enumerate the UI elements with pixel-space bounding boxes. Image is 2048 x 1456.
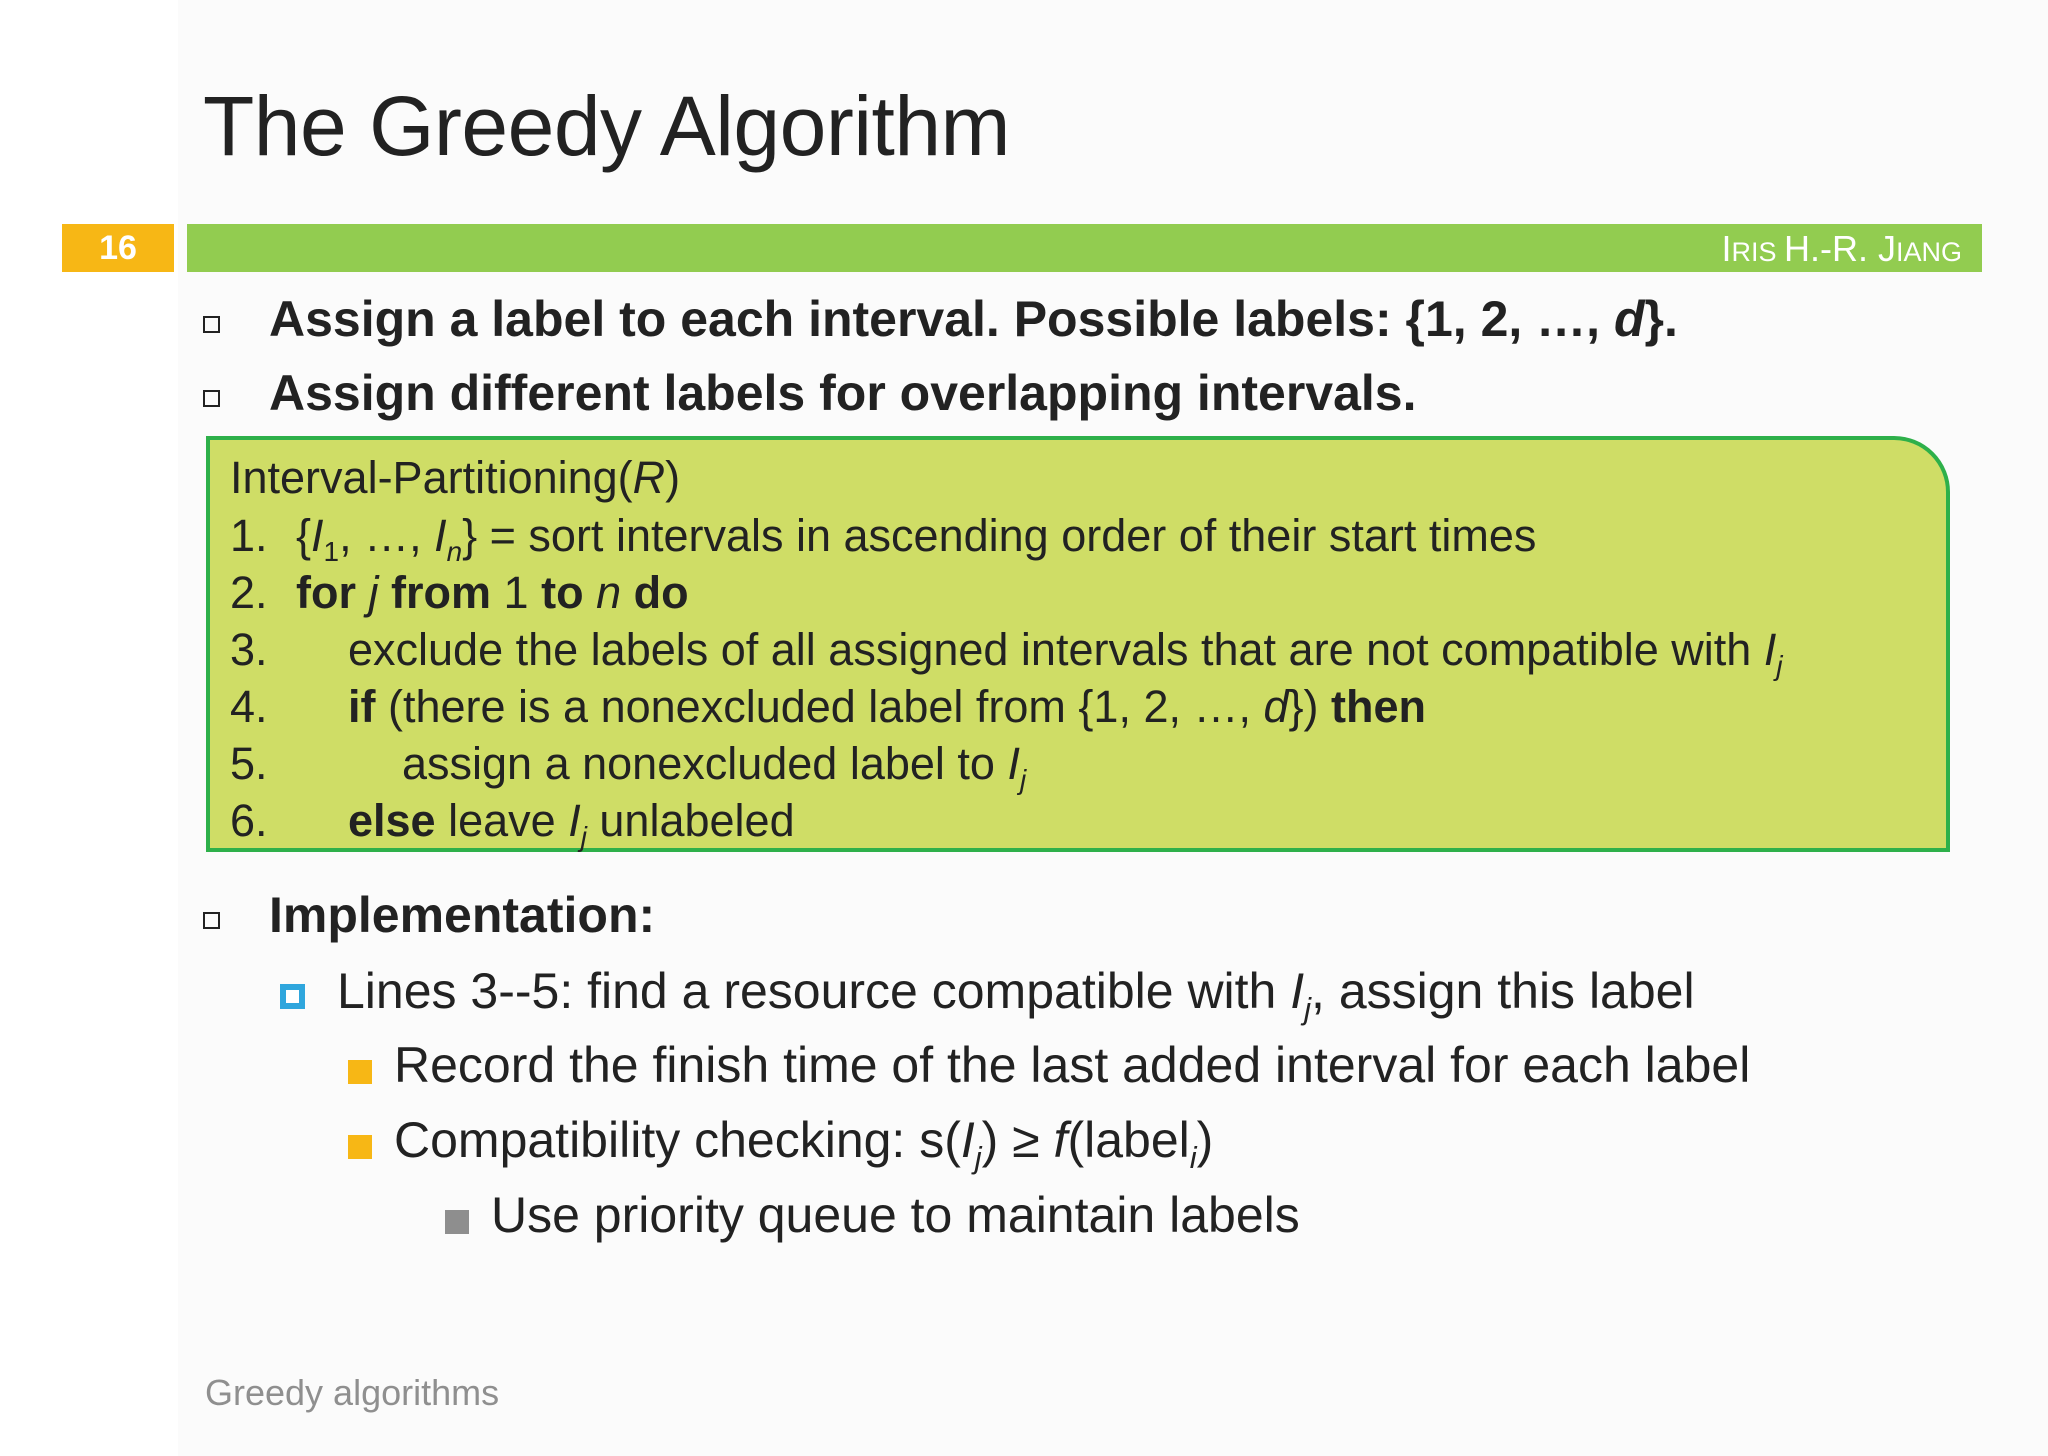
- implementation-heading: Implementation:: [269, 887, 656, 943]
- page-number-badge: 16: [62, 224, 174, 272]
- orange-square-bullet-icon: [348, 1135, 372, 1159]
- header-bar: [187, 224, 1982, 272]
- author-name: IRIS H.-R. JIANG: [1721, 228, 1962, 269]
- bullet-text: Assign different labels for overlapping intervals.: [269, 365, 1417, 421]
- square-bullet-icon: [203, 912, 220, 929]
- slide-title: The Greedy Algorithm: [203, 79, 1011, 173]
- algorithm-header: Interval-Partitioning(R): [230, 452, 681, 503]
- square-bullet-icon: [203, 316, 220, 333]
- orange-square-bullet-icon: [348, 1060, 372, 1084]
- bullet-text: Assign a label to each interval. Possible labels: {1, 2, …, d}.: [269, 291, 1678, 347]
- algorithm-box: Interval-Partitioning(R) 1. {$I_1$, …, $I_n$} = sort intervals in ascending order of their start times 2. for j from 1 to n do 3. exclude the labels of all assigned intervals that are not compatible with $I_j$ 4. if (there is a nonexcluded label from {1, 2, …, d}) then 5. assign a nonexcluded label to $I_j$ 6. else leave $I_j$ unlabeled: [206, 436, 1950, 852]
- blue-square-bullet-icon: [280, 984, 305, 1009]
- grey-square-bullet-icon: [445, 1210, 469, 1234]
- footer-text: Greedy algorithms: [205, 1372, 500, 1413]
- square-bullet-icon: [203, 390, 220, 407]
